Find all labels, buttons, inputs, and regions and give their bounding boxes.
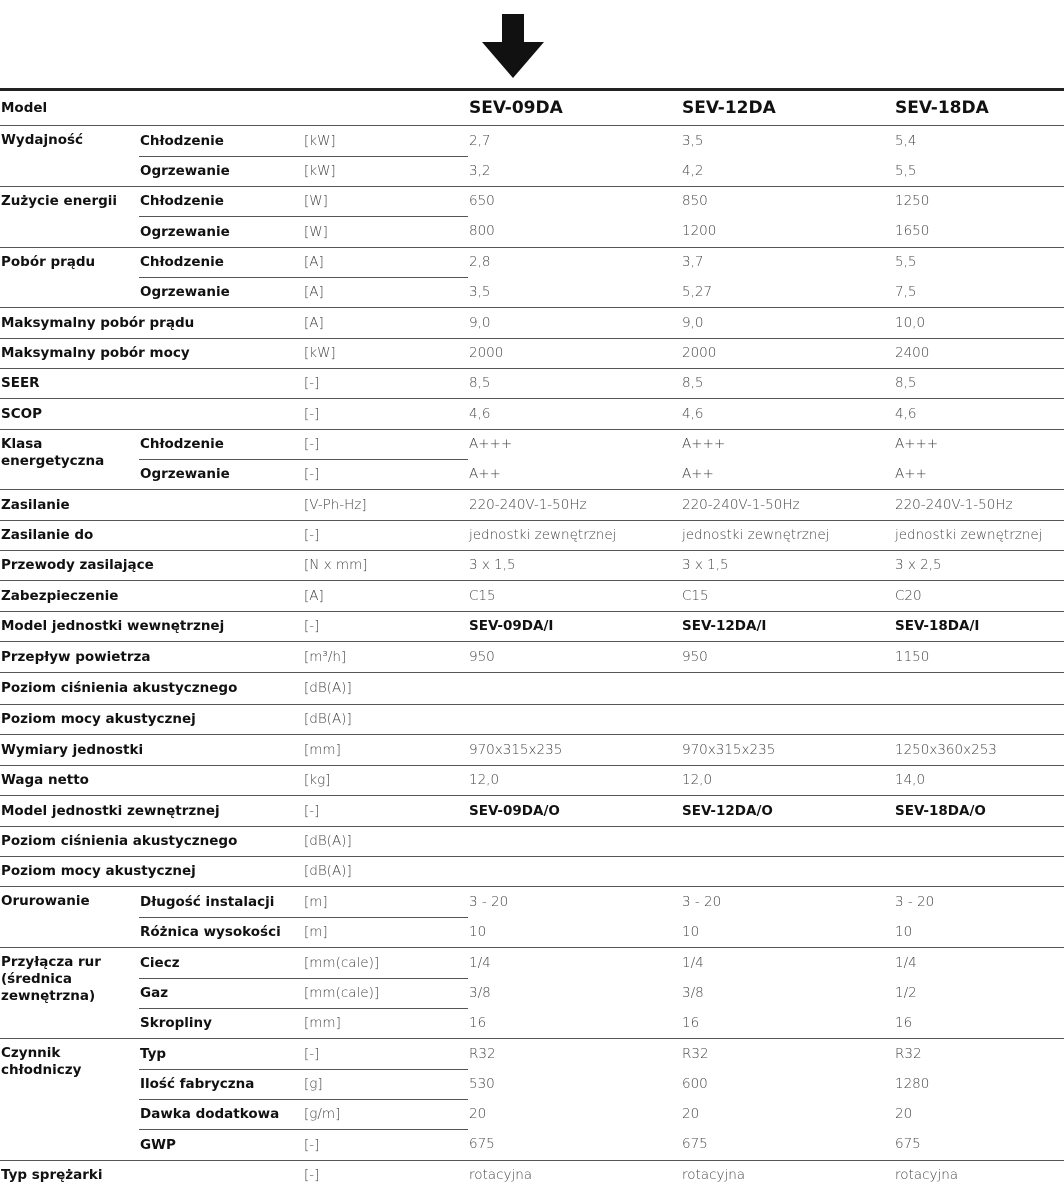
row-sub-label: Chłodzenie [139, 430, 303, 460]
value-cell: 1280 [895, 1076, 930, 1092]
value-cell: 16 [895, 1014, 913, 1031]
value-cell: R32 [894, 1039, 1064, 1070]
unit-cell: [A] [303, 581, 468, 612]
value-cell: 1650 [895, 223, 930, 240]
value-cell: 9,0 [468, 308, 681, 339]
value-cell: SEV-09DA/O [468, 796, 681, 827]
unit-cell: [N x mm] [303, 551, 468, 581]
table-row [0, 887, 1064, 918]
row-group-label: Klasa energetyczna [0, 430, 139, 490]
value-cell: R32 [468, 1039, 681, 1070]
row-sub-label: Różnica wysokości [139, 918, 303, 948]
table-row [0, 673, 1064, 705]
value-cell: 970x315x235 [468, 735, 681, 766]
value-cell: 220-240V-1-50Hz [681, 490, 894, 521]
value-cell: 14,0 [894, 766, 1064, 796]
table-row [0, 766, 1064, 796]
value-cell: 950 [681, 642, 894, 673]
unit-cell: [W] [303, 217, 468, 248]
unit-cell: [-] [303, 521, 468, 551]
value-cell: A++ [895, 465, 927, 482]
row-group-label: Przyłącza rur (średnica zewnętrzna) [0, 948, 139, 1039]
table-row [0, 857, 1064, 887]
value-cell: 20 [895, 1106, 913, 1122]
unit-cell: [kg] [303, 766, 468, 796]
value-cell: 3/8 [469, 985, 491, 1001]
spec-table [0, 88, 1064, 1191]
unit-cell: [m] [303, 887, 468, 918]
table-row [0, 339, 1064, 369]
row-sub-label: Skropliny [139, 1009, 303, 1039]
header-row [0, 90, 1064, 126]
value-cell [681, 705, 894, 735]
row-sub-label: Ogrzewanie [139, 460, 303, 490]
row-group-label: Zasilanie do [0, 521, 303, 551]
value-cell: 850 [681, 187, 894, 217]
row-sub-label: Typ [139, 1039, 303, 1070]
unit-cell: [-] [303, 369, 468, 399]
table-row [0, 308, 1064, 339]
value-cell: 950 [468, 642, 681, 673]
value-cell: 12,0 [681, 766, 894, 796]
value-cell [681, 673, 894, 705]
value-cell: 2400 [894, 339, 1064, 369]
arrow-down-icon [482, 14, 544, 78]
value-cell [894, 857, 1064, 887]
value-cell: 3,2 [469, 162, 491, 179]
table-row [0, 369, 1064, 399]
value-cell: 220-240V-1-50Hz [468, 490, 681, 521]
row-group-label: Wymiary jednostki [0, 735, 303, 766]
value-cell: 5,27 [682, 283, 713, 300]
value-cell: 16 [682, 1014, 700, 1031]
unit-cell: [mm] [303, 1009, 468, 1039]
value-cell: 10 [469, 923, 487, 940]
value-cell: 650 [468, 187, 681, 217]
value-cell: 10 [682, 923, 700, 940]
value-cell: 2000 [681, 339, 894, 369]
unit-cell: [m] [303, 918, 468, 948]
unit-cell: [-] [303, 430, 468, 460]
value-cell [681, 857, 894, 887]
unit-cell: [W] [303, 187, 468, 217]
row-group-label: Zabezpieczenie [0, 581, 303, 612]
value-cell: C15 [468, 581, 681, 612]
table-row [0, 612, 1064, 642]
value-cell [468, 705, 681, 735]
model-label: Model [0, 90, 468, 126]
value-cell: 600 [682, 1076, 708, 1092]
value-cell [468, 827, 681, 857]
table-row [0, 796, 1064, 827]
row-group-label: Poziom ciśnienia akustycznego [0, 673, 303, 705]
row-sub-label: Chłodzenie [139, 248, 303, 278]
value-cell: 3,7 [681, 248, 894, 278]
row-group-label: Pobór prądu [0, 248, 139, 308]
value-cell: 1/2 [895, 985, 917, 1001]
model-name: SEV-09DA [468, 90, 681, 126]
value-cell: 20 [469, 1106, 487, 1122]
row-group-label: Model jednostki wewnętrznej [0, 612, 303, 642]
row-sub-label: Chłodzenie [139, 187, 303, 217]
value-cell: 1250x360x253 [894, 735, 1064, 766]
unit-cell: [g/m] [303, 1100, 468, 1130]
table-row [0, 705, 1064, 735]
value-cell [468, 857, 681, 887]
row-sub-label: Długość instalacji [139, 887, 303, 918]
table-row [0, 187, 1064, 217]
row-group-label: Orurowanie [0, 887, 139, 948]
value-cell: 675 [682, 1136, 708, 1153]
value-cell: 4,2 [682, 162, 704, 179]
table-row [0, 642, 1064, 673]
row-group-label: Poziom ciśnienia akustycznego [0, 827, 303, 857]
value-cell: 2000 [468, 339, 681, 369]
value-cell: 1/4 [681, 948, 894, 979]
value-cell: jednostki zewnętrznej [681, 521, 894, 551]
value-cell: 3/8 [682, 985, 704, 1001]
value-cell: SEV-18DA/O [894, 796, 1064, 827]
value-cell: rotacyjna [468, 1161, 681, 1191]
table-row [0, 1070, 1064, 1100]
unit-cell: [A] [303, 248, 468, 278]
value-cell: SEV-12DA/I [681, 612, 894, 642]
table-row [0, 278, 1064, 308]
table-row [0, 1009, 1064, 1039]
value-cell: SEV-09DA/I [468, 612, 681, 642]
table-row [0, 551, 1064, 581]
value-cell: 2,8 [468, 248, 681, 278]
table-row [0, 979, 1064, 1009]
row-sub-label: Gaz [139, 979, 303, 1009]
value-cell: 4,6 [681, 399, 894, 430]
value-cell: 800 [469, 223, 495, 240]
value-cell [681, 827, 894, 857]
table-row [0, 126, 1064, 157]
value-cell: A++ [682, 465, 714, 482]
unit-cell: [mm(cale)] [303, 948, 468, 979]
row-sub-label: Chłodzenie [139, 126, 303, 157]
value-cell: C20 [894, 581, 1064, 612]
unit-cell: [-] [303, 460, 468, 490]
unit-cell: [-] [303, 1130, 468, 1161]
value-cell [894, 673, 1064, 705]
value-cell: 3 - 20 [681, 887, 894, 918]
value-cell: 16 [469, 1014, 487, 1031]
value-cell: SEV-18DA/I [894, 612, 1064, 642]
table-row [0, 490, 1064, 521]
value-cell: rotacyjna [681, 1161, 894, 1191]
unit-cell: [-] [303, 796, 468, 827]
value-cell: 5,5 [894, 248, 1064, 278]
value-cell: jednostki zewnętrznej [468, 521, 681, 551]
row-group-label: Maksymalny pobór mocy [0, 339, 303, 369]
row-group-label: Maksymalny pobór prądu [0, 308, 303, 339]
table-row [0, 1039, 1064, 1070]
unit-cell: [g] [303, 1070, 468, 1100]
value-cell: SEV-12DA/O [681, 796, 894, 827]
row-group-label: Typ sprężarki [0, 1161, 303, 1191]
unit-cell: [-] [303, 1039, 468, 1070]
table-row [0, 1100, 1064, 1130]
unit-cell: [dB(A)] [303, 705, 468, 735]
model-name: SEV-12DA [681, 90, 894, 126]
row-group-label: Waga netto [0, 766, 303, 796]
row-group-label: Wydajność [0, 126, 139, 187]
value-cell: R32 [681, 1039, 894, 1070]
table-row [0, 430, 1064, 460]
value-cell: 970x315x235 [681, 735, 894, 766]
row-group-label: Zasilanie [0, 490, 303, 521]
value-cell: A+++ [681, 430, 894, 460]
unit-cell: [dB(A)] [303, 857, 468, 887]
unit-cell: [kW] [303, 126, 468, 157]
value-cell: 1200 [682, 223, 717, 240]
value-cell: 8,5 [468, 369, 681, 399]
unit-cell: [m³/h] [303, 642, 468, 673]
value-cell [894, 705, 1064, 735]
unit-cell: [kW] [303, 339, 468, 369]
row-sub-label: Ciecz [139, 948, 303, 979]
unit-cell: [V-Ph-Hz] [303, 490, 468, 521]
value-cell: 2,7 [468, 126, 681, 157]
table-row [0, 399, 1064, 430]
row-group-label: Model jednostki zewnętrznej [0, 796, 303, 827]
unit-cell: [-] [303, 399, 468, 430]
value-cell: 3 x 1,5 [468, 551, 681, 581]
table-row [0, 157, 1064, 187]
value-cell: A+++ [468, 430, 681, 460]
value-cell: 5,4 [894, 126, 1064, 157]
table-row [0, 217, 1064, 248]
row-group-label: Przewody zasilające [0, 551, 303, 581]
value-cell: 3,5 [469, 283, 491, 300]
value-cell: 8,5 [894, 369, 1064, 399]
value-cell: 3 x 1,5 [681, 551, 894, 581]
value-cell: 20 [682, 1106, 700, 1122]
table-row [0, 948, 1064, 979]
value-cell: 3 - 20 [894, 887, 1064, 918]
row-group-label: Zużycie energii [0, 187, 139, 248]
unit-cell: [-] [303, 612, 468, 642]
value-cell: 1/4 [468, 948, 681, 979]
row-group-label: SEER [0, 369, 303, 399]
value-cell: 220-240V-1-50Hz [894, 490, 1064, 521]
value-cell: C15 [681, 581, 894, 612]
table-row [0, 581, 1064, 612]
row-group-label: SCOP [0, 399, 303, 430]
table-row [0, 918, 1064, 948]
unit-cell: [mm] [303, 735, 468, 766]
table-row [0, 827, 1064, 857]
row-group-label: Poziom mocy akustycznej [0, 857, 303, 887]
value-cell: 10 [895, 923, 913, 940]
value-cell: 5,5 [895, 162, 917, 179]
unit-cell: [A] [303, 308, 468, 339]
value-cell [468, 673, 681, 705]
value-cell: 10,0 [894, 308, 1064, 339]
row-sub-label: GWP [139, 1130, 303, 1161]
table-row [0, 1130, 1064, 1161]
value-cell: 3,5 [681, 126, 894, 157]
table-row [0, 1161, 1064, 1191]
table-row [0, 248, 1064, 278]
value-cell: 3 x 2,5 [894, 551, 1064, 581]
value-cell: rotacyjna [894, 1161, 1064, 1191]
value-cell [894, 827, 1064, 857]
value-cell: 1150 [894, 642, 1064, 673]
value-cell: 7,5 [895, 283, 917, 300]
unit-cell: [kW] [303, 157, 468, 187]
unit-cell: [-] [303, 1161, 468, 1191]
value-cell: 4,6 [894, 399, 1064, 430]
row-sub-label: Ilość fabryczna [139, 1070, 303, 1100]
table-row [0, 735, 1064, 766]
value-cell: 12,0 [468, 766, 681, 796]
unit-cell: [A] [303, 278, 468, 308]
value-cell: 675 [895, 1136, 921, 1153]
row-sub-label: Ogrzewanie [139, 217, 303, 248]
value-cell: 530 [469, 1076, 495, 1092]
unit-cell: [mm(cale)] [303, 979, 468, 1009]
value-cell: A+++ [894, 430, 1064, 460]
row-group-label: Poziom mocy akustycznej [0, 705, 303, 735]
row-sub-label: Dawka dodatkowa [139, 1100, 303, 1130]
unit-cell: [dB(A)] [303, 827, 468, 857]
table-row [0, 521, 1064, 551]
value-cell: 3 - 20 [468, 887, 681, 918]
table-row [0, 460, 1064, 490]
value-cell: A++ [469, 465, 501, 482]
value-cell: 9,0 [681, 308, 894, 339]
value-cell: 1/4 [894, 948, 1064, 979]
row-sub-label: Ogrzewanie [139, 157, 303, 187]
row-group-label: Przepływ powietrza [0, 642, 303, 673]
value-cell: jednostki zewnętrznej [894, 521, 1064, 551]
unit-cell: [dB(A)] [303, 673, 468, 705]
value-cell: 675 [469, 1136, 495, 1153]
value-cell: 1250 [894, 187, 1064, 217]
model-name: SEV-18DA [894, 90, 1064, 126]
value-cell: 4,6 [468, 399, 681, 430]
row-sub-label: Ogrzewanie [139, 278, 303, 308]
row-group-label: Czynnik chłodniczy [0, 1039, 139, 1161]
value-cell: 8,5 [681, 369, 894, 399]
